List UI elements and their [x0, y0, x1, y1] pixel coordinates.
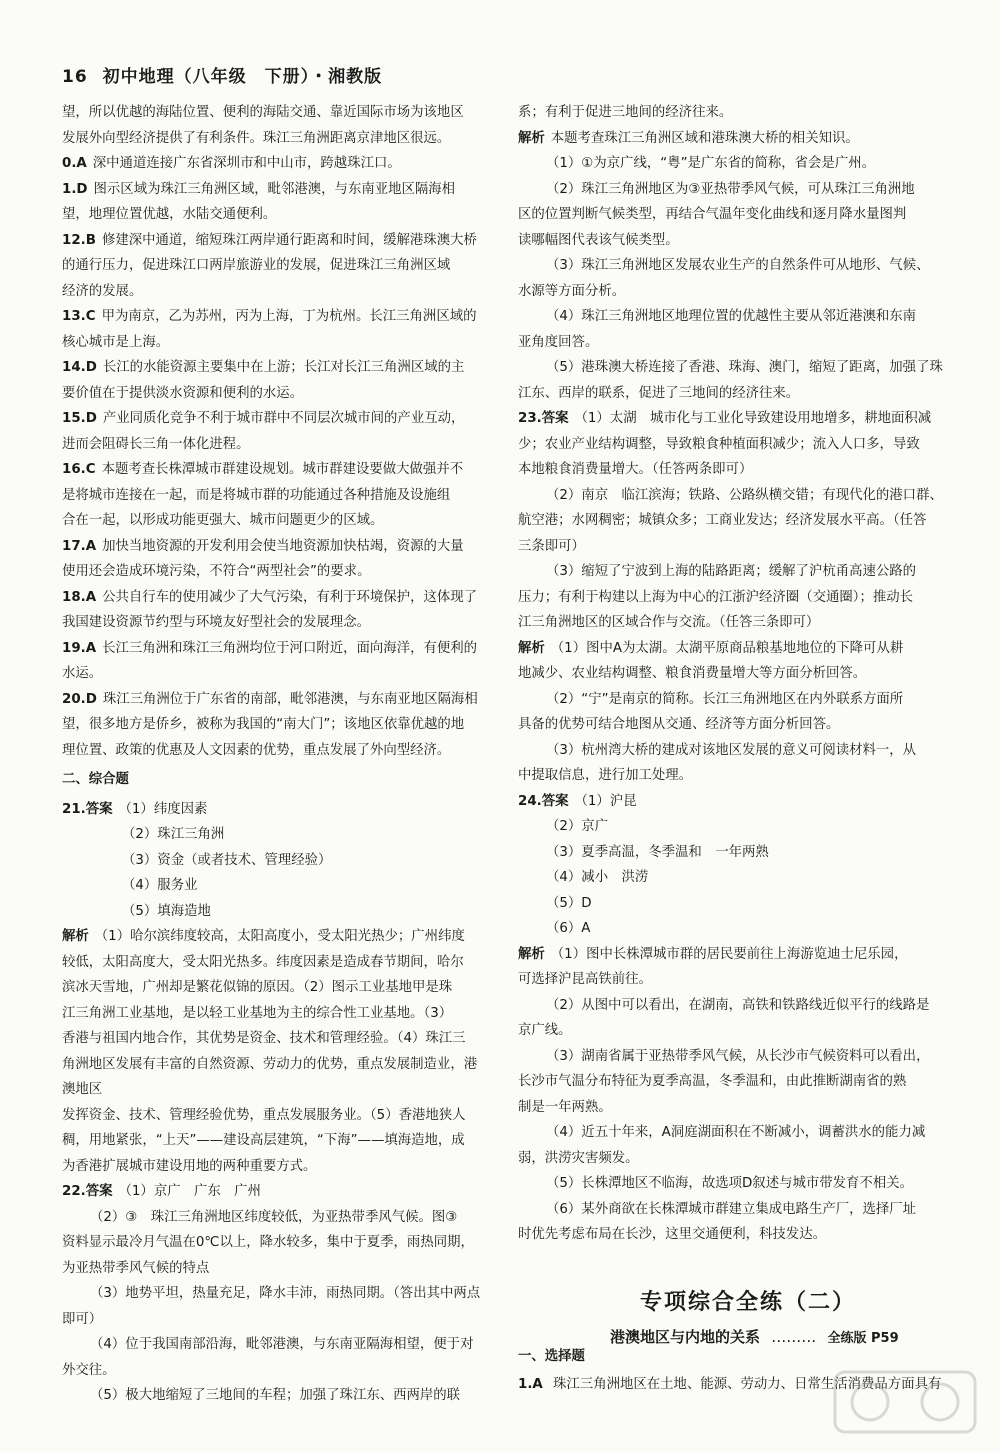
- analysis-line: [62, 1128, 490, 1154]
- analysis-line: [518, 942, 954, 968]
- answer-text: 进而会阻碍长三角一体化进程。: [62, 436, 250, 452]
- question-number: 20.D: [62, 691, 97, 707]
- analysis-line: （6）某外商欲在长株潭城市群建立集成电路生产厂，选择厂址: [546, 1201, 917, 1217]
- analysis-line: [62, 950, 490, 976]
- analysis-line: 弱，洪涝灾害频发。: [518, 1150, 639, 1166]
- analysis-line: （2）从图中可以看出，在湖南，高铁和铁路线近似平行的线路是: [546, 997, 930, 1013]
- answer-line: （5）极大地缩短了三地间的车程；加强了珠江东、西两岸的联: [90, 1388, 461, 1403]
- answer-text: 修建深中通道，缩短珠江两岸通行距离和时间，缓解港珠澳大桥: [101, 232, 477, 248]
- answer-line: [62, 355, 490, 381]
- answer-line: 即可）: [62, 1311, 103, 1327]
- answer-line: [62, 304, 490, 330]
- question-number: 1.A: [518, 1377, 543, 1392]
- analysis-line: 江东、西岸的联系，促进了三地间的经济往来。: [518, 385, 800, 401]
- answer-text: 合在一起，以形成功能更强大、城市问题更少的区域。: [62, 513, 384, 528]
- answer-text: 经济的发展。: [62, 283, 143, 299]
- answer-line: [62, 610, 490, 636]
- answer-line: [62, 151, 490, 177]
- answer-line: 三条即可）: [518, 538, 585, 554]
- analysis-line: （2）珠江三角洲地区为③亚热带季风气候，可从珠江三角洲地: [546, 181, 915, 197]
- analysis-tag: 解析: [518, 130, 545, 146]
- answer-text: 加快当地资源的开发利用会使当地资源加快枯竭，资源的大量: [102, 538, 464, 554]
- leader-dots: ………: [771, 1328, 817, 1346]
- analysis-line: 亚角度回答。: [518, 334, 599, 350]
- analysis-text: 发挥资金、技术、管理经验优势，重点发展服务业。（5）香港地狭人: [62, 1107, 466, 1123]
- answer-line: （3）缩短了宁波到上海的陆路距离；缓解了沪杭甬高速公路的: [546, 564, 917, 579]
- analysis-text: 江三角洲工业基地，是以轻工业基地为主的综合性工业基地。（3）: [62, 1005, 453, 1021]
- analysis-line: [62, 924, 490, 950]
- page-number: 16: [62, 67, 88, 87]
- analysis-line: （2）“宁”是南京的简称。长江三角洲地区在内外联系方面所: [546, 691, 904, 707]
- answer-line: [62, 534, 490, 560]
- analysis-line: 区的位置判断气候类型，再结合气温年变化曲线和逐月降水量图判: [518, 207, 907, 222]
- answer-text: 水运。: [62, 666, 103, 681]
- question-number: 1.D: [62, 181, 88, 197]
- answer-line: （2）南京 临江滨海；铁路、公路纵横交错；有现代化的港口群、: [546, 487, 943, 503]
- answer-line: （3）资金（或者技术、管理经验）: [122, 852, 332, 868]
- answer-text: 要价值在于提供淡水资源和便利的水运。: [62, 385, 304, 401]
- question-number: 14.D: [62, 360, 97, 375]
- analysis-line: （5）长株潭地区不临海，故选项D叙述与城市带发育不相关。: [546, 1176, 913, 1191]
- answer-line: [62, 661, 490, 687]
- analysis-line: （1）①为京广线，“粤”是广东省的简称，省会是广州。: [546, 156, 875, 171]
- analysis-line: 可选择沪昆高铁前往。: [518, 972, 652, 987]
- analysis-line: 制是一年两熟。: [518, 1099, 612, 1115]
- answer-text: 本题考查长株潭城市群建设规划。城市群建设要做大做强并不: [101, 462, 464, 477]
- left-column: [62, 100, 490, 1409]
- answer-line: [62, 738, 490, 764]
- answer-line: [62, 1179, 490, 1205]
- analysis-text: 滨冰天雪地，广州却是繁花似锦的原因。（2）图示工业基地甲是珠: [62, 980, 453, 995]
- analysis-text: 角洲地区发展有丰富的自然资源、劳动力的优势，重点发展制造业，港澳地区: [62, 1056, 478, 1097]
- question-number: 13.C: [62, 309, 96, 324]
- question-number: 12.B: [62, 232, 96, 248]
- analysis-text: （1）哈尔滨纬度较高，太阳高度小，受太阳光热少；广州纬度: [94, 929, 465, 944]
- analysis-tag: 解析: [62, 929, 89, 944]
- answer-line: （2）珠江三角洲: [122, 827, 225, 842]
- answer-line: 资料显示最冷月气温在0℃以上，降水较多，集中于夏季，雨热同期，: [62, 1235, 474, 1250]
- answer-line: （3）地势平坦，热量充足，降水丰沛，雨热同期。（答出其中两点: [90, 1286, 481, 1301]
- answer-text: 长江三角洲和珠江三角洲均位于河口附近，面向海洋，有便利的: [102, 640, 478, 656]
- answer-line: [518, 789, 954, 815]
- answer-text: 公共自行车的使用减少了大气污染，有利于环境保护，这体现了: [102, 589, 478, 605]
- answer-text: 理位置、政策的优惠及人文因素的优势，重点发展了外向型经济。: [62, 742, 451, 758]
- answer-line: 本地粮食消费量增大。（任答两条即可）: [518, 462, 753, 477]
- question-number: 16.C: [62, 462, 96, 477]
- watermark-logo: [830, 1362, 980, 1442]
- answer-text: 是将城市连接在一起，而是将城市群的功能通过各种措施及设施组: [62, 487, 451, 503]
- question-number: 15.D: [62, 411, 97, 426]
- analysis-line: （3）杭州湾大桥的建成对该地区发展的意义可阅读材料一，从: [546, 742, 917, 758]
- page-reference: 全练版 P59: [827, 1331, 899, 1346]
- special-section-subtitle: [610, 1326, 899, 1347]
- answer-text: 望，很多地方是侨乡，被称为我国的“南大门”；该地区依靠优越的地: [62, 717, 465, 732]
- answer-text: 珠江三角洲位于广东省的南部，毗邻港澳，与东南亚地区隔海相: [102, 691, 478, 707]
- analysis-line: （3）珠江三角洲地区发展农业生产的自然条件可从地形、气候、: [546, 258, 930, 273]
- analysis-line: 中提取信息，进行加工处理。: [518, 768, 693, 783]
- question-number: 24.答案: [518, 793, 569, 809]
- answer-text: 核心城市是上海。: [62, 334, 170, 350]
- paragraph-line: 系；有利于促进三地间的经济往来。: [518, 105, 733, 120]
- answer-line: （4）位于我国南部沿海，毗邻港澳，与东南亚隔海相望，便于对: [90, 1337, 474, 1352]
- answer-text: 使用还会造成环境污染，不符合“两型社会”的要求。: [62, 564, 371, 579]
- answer-text: 产业同质化竞争不利于城市群中不同层次城市间的产业互动，: [102, 411, 465, 426]
- answer-line: [62, 585, 490, 611]
- answer-text: （1）京广 广东 广州: [118, 1184, 261, 1199]
- question-number: 18.A: [62, 589, 97, 605]
- analysis-line: [62, 1103, 490, 1129]
- analysis-line: 具备的优势可结合地图从交通、经济等方面分析回答。: [518, 717, 840, 732]
- answer-line: [62, 381, 490, 407]
- analysis-text: （1）图中A为太湖。太湖平原商品粮基地地位的下降可从耕: [550, 640, 904, 656]
- paragraph-line: 望，所以优越的海陆位置、便利的海陆交通、靠近国际市场为该地区: [62, 105, 464, 120]
- analysis-text: 稠，用地紧张，“上天”——建设高层建筑，“下海”——填海造地，成: [62, 1133, 465, 1148]
- analysis-line: （3）湖南省属于亚热带季风气候，从长沙市气候资料可以看出，: [546, 1048, 930, 1064]
- answer-line: [62, 687, 490, 713]
- answer-line: [62, 508, 490, 534]
- analysis-text: （1）图中长株潭城市群的居民要前往上海游览迪士尼乐园，: [550, 946, 908, 962]
- paragraph-line: 发展外向型经济提供了有利条件。珠江三角洲距离京津地区很远。: [62, 130, 451, 146]
- analysis-text: 本题考查珠江三角洲区域和港珠澳大桥的相关知识。: [550, 130, 859, 146]
- question-number: 23.答案: [518, 411, 569, 426]
- analysis-line: （5）港珠澳大桥连接了香港、珠海、澳门，缩短了距离，加强了珠: [546, 360, 943, 375]
- answer-line: [62, 279, 490, 305]
- answer-line: （6）A: [546, 921, 591, 936]
- answer-line: （2）③ 珠江三角洲地区纬度较低，为亚热带季风气候。图③: [90, 1209, 458, 1225]
- analysis-line: [62, 1026, 490, 1052]
- analysis-line: （4）近五十年来，A洞庭湖面积在不断减小，调蓄洪水的能力减: [546, 1125, 926, 1140]
- answer-line: [62, 457, 490, 483]
- answer-line: [62, 712, 490, 738]
- answer-line: （4）服务业: [122, 878, 198, 893]
- analysis-line: [518, 126, 954, 152]
- analysis-tag: 解析: [518, 946, 545, 962]
- analysis-line: 读哪幅图代表该气候类型。: [518, 232, 679, 248]
- answer-line: 外交往。: [62, 1362, 116, 1378]
- analysis-line: [518, 636, 954, 662]
- answer-line: （5）填海造地: [122, 903, 211, 919]
- answer-line: [62, 483, 490, 509]
- analysis-line: [62, 975, 490, 1001]
- analysis-text: 较低，太阳高度大，受太阳光热多。纬度因素是造成春节期间，哈尔: [62, 954, 464, 970]
- answer-line: [518, 406, 954, 432]
- analysis-text: 为香港扩展城市建设用地的两种重要方式。: [62, 1158, 317, 1174]
- question-number: 0.A: [62, 156, 87, 171]
- answer-line: （3）夏季高温，冬季温和 一年两熟: [546, 844, 769, 860]
- analysis-line: 京广线。: [518, 1023, 572, 1038]
- answer-line: [62, 228, 490, 254]
- question-number: 22.答案: [62, 1184, 113, 1199]
- answer-line: （4）减小 洪涝: [546, 870, 649, 885]
- answer-text: （1）太湖 城市化与工业化导致建设用地增多，耕地面积减: [574, 411, 932, 426]
- answer-line: [62, 202, 490, 228]
- analysis-line: 时优先考虑布局在长沙，这里交通便利，科技发达。: [518, 1227, 826, 1242]
- answer-line: [62, 406, 490, 432]
- question-number: 21.答案: [62, 801, 113, 817]
- answer-line: [62, 253, 490, 279]
- answer-line: 航空港；水网稠密；城镇众多；工商业发达；经济发展水平高。（任答: [518, 513, 927, 528]
- question-text: 珠江三角洲地区在土地、能源、劳动力、日常生活消费品方面具有: [553, 1377, 942, 1392]
- answer-line: 少；农业产业结构调整，导致粮食种植面积减少；流入人口多，导致: [518, 436, 920, 452]
- subtitle-text: 港澳地区与内地的关系: [610, 1328, 761, 1346]
- section-heading: 二、综合题: [62, 772, 129, 787]
- analysis-line: [62, 1154, 490, 1180]
- analysis-text: 香港与祖国内地合作，其优势是资金、技术和管理经验。（4）珠江三: [62, 1031, 466, 1046]
- section-choice-heading: 一、选择题: [518, 1349, 585, 1364]
- analysis-tag: 解析: [518, 640, 545, 656]
- answer-line: 为亚热带季风气候的特点: [62, 1260, 210, 1276]
- answer-line: 江三角洲地区的区域合作与交流。（任答三条即可）: [518, 615, 820, 630]
- analysis-line: 水源等方面分析。: [518, 283, 626, 299]
- answer-text: 望，地理位置优越，水陆交通便利。: [62, 207, 277, 222]
- analysis-line: （4）珠江三角洲地区地理位置的优越性主要从邻近港澳和东南: [546, 309, 917, 324]
- answer-line: [62, 559, 490, 585]
- question-number: 17.A: [62, 538, 97, 554]
- answer-line: [62, 797, 490, 823]
- analysis-line: [62, 1001, 490, 1027]
- answer-line: [62, 432, 490, 458]
- answer-line: [62, 636, 490, 662]
- answer-text: 深中通道连接广东省深圳市和中山市，跨越珠江口。: [92, 156, 401, 171]
- answer-text: （1）纬度因素: [118, 801, 208, 817]
- answer-text: 甲为南京，乙为苏州，丙为上海，丁为杭州。长江三角洲区域的: [101, 309, 477, 324]
- answer-line: 压力；有利于构建以上海为中心的江浙沪经济圈（交通圈）；推动长: [518, 589, 914, 605]
- analysis-line: [62, 1052, 490, 1103]
- answer-text: 我国建设资源节约型与环境友好型社会的发展理念。: [62, 615, 370, 630]
- page-header: [62, 62, 382, 87]
- answer-line: [62, 177, 490, 203]
- analysis-line: 地减少、农业结构调整、粮食消费量增大等方面分析回答。: [518, 666, 867, 681]
- answer-text: 图示区域为珠江三角洲区域，毗邻港澳，与东南亚地区隔海相: [93, 181, 456, 197]
- question-number: 19.A: [62, 640, 97, 656]
- right-column: [518, 100, 954, 1248]
- analysis-line: 长沙市气温分布特征为夏季高温，冬季温和，由此推断湖南省的熟: [518, 1074, 907, 1089]
- special-section-title: 专项综合全练（二）: [640, 1290, 857, 1315]
- answer-line: （5）D: [546, 895, 592, 911]
- answer-text: 的通行压力，促进珠江口两岸旅游业的发展，促进珠江三角洲区域: [62, 258, 451, 273]
- answer-text: （1）沪昆: [574, 793, 637, 809]
- answer-text: 长江的水能资源主要集中在上游；长江对长江三角洲区域的主: [102, 360, 465, 375]
- book-title: 初中地理（八年级 下册）・湘教版: [102, 67, 383, 87]
- answer-line: [62, 330, 490, 356]
- answer-line: （2）京广: [546, 819, 609, 834]
